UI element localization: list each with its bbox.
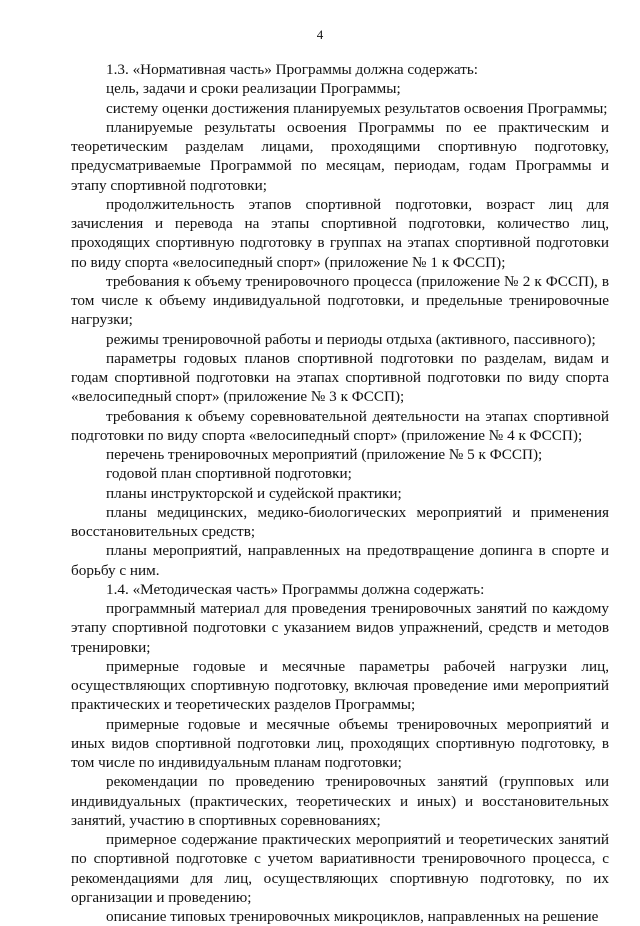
paragraph: примерные годовые и месячные параметры рабочей нагрузки лиц, осуществляющих спортивную подготовку, включая проведение ими мероприятий практических и теоретических разделов Программы; bbox=[71, 657, 609, 714]
paragraph: систему оценки достижения планируемых результатов освоения Программы; bbox=[106, 99, 608, 117]
paragraph: режимы тренировочной работы и периоды отдыха (активного, пассивного); bbox=[106, 330, 596, 348]
paragraph: параметры годовых планов спортивной подготовки по разделам, видам и годам спортивной подготовки на этапах спортивной подготовки по виду спорта «велосипедный спорт» (приложение № 3 к ФССП); bbox=[71, 349, 609, 406]
paragraph: цель, задачи и сроки реализации Программы; bbox=[106, 80, 401, 98]
paragraph: 1.3. «Нормативная часть» Программы должна содержать: bbox=[106, 61, 478, 78]
paragraph: годовой план спортивной подготовки; bbox=[106, 465, 352, 483]
paragraph: требования к объему соревновательной деятельности на этапах спортивной подготовки по виду спорта «велосипедный спорт» (приложение № 4 к ФССП); bbox=[71, 407, 609, 444]
paragraph: планы инструкторской и судейской практики; bbox=[106, 484, 402, 502]
paragraph: программный материал для проведения тренировочных занятий по каждому этапу спортивной подготовки с указанием видов упражнений, средств и методов тренировки; bbox=[71, 600, 609, 656]
paragraph: требования к объему тренировочного процесса (приложение № 2 к ФССП), в том числе к объему индивидуальной подготовки, и предельные тренировочные нагрузки; bbox=[71, 272, 609, 329]
paragraph: планы медицинских, медико-биологических мероприятий и применения восстановительных средств; bbox=[71, 503, 609, 540]
paragraph: рекомендации по проведению тренировочных занятий (групповых или индивидуальных (практических, теоретических и иных) и восстановительных занятий, участию в спортивных соревнованиях; bbox=[71, 773, 609, 829]
paragraph: планы мероприятий, направленных на предотвращение допинга в спорте и борьбу с ним. bbox=[71, 542, 609, 579]
page-number: 4 bbox=[316, 27, 324, 42]
paragraph: примерные годовые и месячные объемы тренировочных мероприятий и иных видов спортивной подготовки лиц, проходящих спортивную подготовку, в том числе по индивидуальным планам подготовки; bbox=[71, 715, 609, 771]
paragraph: 1.4. «Методическая часть» Программы должна содержать: bbox=[106, 580, 485, 598]
paragraph: перечень тренировочных мероприятий (приложение № 5 к ФССП); bbox=[106, 446, 543, 463]
paragraph: продолжительность этапов спортивной подготовки, возраст лиц для зачисления и перевода на этапы спортивной подготовки, количество лиц, проходящих спортивную подготовку в группах на этапах спортивной подготовки по виду спорта «велосипедный спорт» (приложение № 1 к ФССП); bbox=[71, 195, 609, 271]
paragraph: описание типовых тренировочных микроциклов, направленных на решение bbox=[106, 908, 599, 925]
document-body bbox=[71, 60, 609, 926]
paragraph: примерное содержание практических мероприятий и теоретических занятий по спортивной подготовке с учетом вариативности тренировочного процесса, с рекомендациями для лиц, осуществляющих спортивную подготовку, по их организации и проведению; bbox=[71, 831, 609, 906]
paragraph: планируемые результаты освоения Программы по ее практическим и теоретическим разделам лицами, проходящими спортивную подготовку, предусматриваемые Программой по месяцам, периодам, годам Программы и этапу спортивной подготовки; bbox=[71, 118, 609, 194]
